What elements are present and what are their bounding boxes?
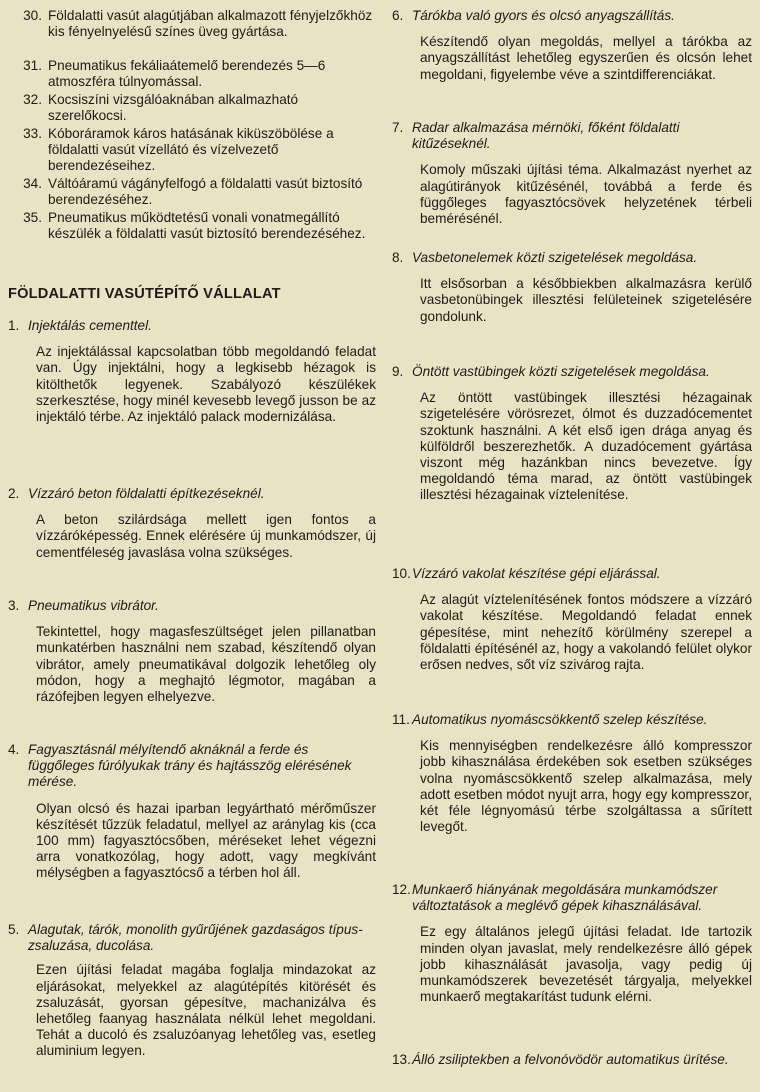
task-title: Injektálás cementtel. xyxy=(28,318,152,333)
task-number: 12. xyxy=(392,882,411,897)
task-number: 4. xyxy=(8,742,20,757)
task-12 xyxy=(392,882,752,1005)
task-title: Radar alkalmazása mérnöki, főként földalatti kitűzéseknél. xyxy=(412,120,680,152)
task-body: Az alagút víztelenítésének fontos módszere a vízzáró vakolat készítése. Megoldandó feladat ennek gépesítése, mint nehezítő körülmény szerepel a földalatti építésénél az, hogy a vakolandó felület olykor erősen nedves, sőt víz szivárog rajta. xyxy=(420,592,752,673)
task-body: Ezen újítási feladat magába foglalja mindazokat az eljárásokat, melyekkel az alagútépítés kitörését és zsaluzását, gyorsan gépesítve, machanizálva és lehetőleg faanyag használata nélkül lehet megoldani. Tehát a ducoló és zsaluzóanyag lehetőleg vas, esetleg aluminium legyen. xyxy=(36,962,376,1059)
item-number: 34. xyxy=(23,176,42,191)
item-text: Pneumatikus működtetésű vonali vonatmegállító készülék a földalatti vasút biztosító berendezéséhez. xyxy=(48,210,366,242)
task-number: 9. xyxy=(392,364,404,379)
list-item xyxy=(8,176,376,208)
item-text: Kóboráramok káros hatásának kiküszöbölése a földalatti vasút vízellátó és vízelvezető berendezéseihez. xyxy=(48,126,334,174)
task-number: 5. xyxy=(8,922,20,937)
task-10 xyxy=(392,566,752,673)
task-body: Olyan olcsó és hazai iparban legyártható mérőműszer készítését tűzzük feladatul, mellyel az aránylag kis (cca 100 mm) fagyasztócsőben, méréseket lehet végezni arra vonatkozólag, hogy adott, vagy megkívánt mélységben a fagyasztócső a térben hol áll. xyxy=(36,800,376,881)
task-number: 10. xyxy=(392,566,411,581)
task-body: Tekintettel, hogy magasfeszültséget jelen pillanatban munkatérben használni nem szabad, készítendő olyan vibrátor, amely pneumatikával dolgozik lehetőleg oly módon, hogy a meghajtó légmotor, magában a rázófejben legyen elhelyezve. xyxy=(36,624,376,705)
task-number: 3. xyxy=(8,598,20,613)
task-number: 2. xyxy=(8,486,20,501)
task-title: Álló zsiliptekben a felvonóvödör automatikus ürítése. xyxy=(412,1052,729,1067)
list-item xyxy=(8,210,376,242)
item-number: 32. xyxy=(23,92,42,107)
item-number: 30. xyxy=(23,8,42,23)
item-text: Pneumatikus fekáliaátemelő berendezés 5—6 atmoszféra túlnyomással. xyxy=(48,58,326,90)
task-title: Vasbetonelemek közti szigetelések megoldása. xyxy=(412,250,698,265)
list-item xyxy=(8,58,376,90)
task-title: Vízzáró beton földalatti építkezéseknél. xyxy=(28,486,265,501)
item-number: 35. xyxy=(23,210,42,225)
task-title: Vízzáró vakolat készítése gépi eljárással. xyxy=(412,566,661,581)
task-body: Itt elsősorban a későbbiekben alkalmazásra kerülő vasbetonübingek illesztési felületeinek szigetelésére gondolunk. xyxy=(420,276,752,324)
section-heading: FÖLDALATTI VASÚTÉPÍTŐ VÁLLALAT xyxy=(8,286,281,302)
task-title: Öntött vastübingek közti szigetelések megoldása. xyxy=(412,364,710,379)
task-body: Komoly műszaki újítási téma. Alkalmazást nyerhet az alagútirányok kitűzésénél, továbbá a ferde és függőleges fagyasztócsövek helyzetének térbeli bemérésénél. xyxy=(420,162,752,227)
item-number: 31. xyxy=(23,58,42,73)
task-body: A beton szilárdsága mellett igen fontos a vízzáróképesség. Ennek elérésére új munkamódszer, új cementféleség javaslása volna szükséges. xyxy=(36,512,376,560)
task-2 xyxy=(8,486,376,561)
task-number: 11. xyxy=(392,712,410,727)
task-title: Automatikus nyomáscsökkentő szelep készítése. xyxy=(412,712,708,727)
task-body: Készítendő olyan megoldás, mellyel a tárókba az anyagszállítást lehetőleg egyszerűen és olcsón lehet megoldani, figyelembe véve a szintdifferenciákat. xyxy=(420,34,752,82)
task-title: Fagyasztásnál mélyítendő aknáknál a ferde és függőleges fúrólyukak trány és hajtásszög elérésének mérése. xyxy=(28,742,352,790)
task-4 xyxy=(8,742,376,882)
task-5 xyxy=(8,922,376,1060)
task-7 xyxy=(392,120,752,227)
task-number: 8. xyxy=(392,250,404,265)
item-number: 33. xyxy=(23,126,42,141)
task-title: Alagutak, tárók, monolith gyűrűjének gazdaságos típus-zsaluzása, ducolása. xyxy=(28,922,363,954)
task-number: 6. xyxy=(392,8,404,23)
list-item xyxy=(8,92,376,124)
task-number: 1. xyxy=(8,318,20,333)
item-text: Váltóáramú vágányfelfogó a földalatti vasút biztosító berendezéséhez. xyxy=(48,176,363,208)
task-title: Munkaerő hiányának megoldására munkamódszer változtatások a meglévő gépek kihasználásával. xyxy=(412,882,718,914)
task-number: 7. xyxy=(392,120,404,135)
task-title: Tárókba való gyors és olcsó anyagszállítás. xyxy=(412,8,675,23)
task-9 xyxy=(392,364,752,504)
task-13 xyxy=(392,1052,752,1068)
list-item xyxy=(8,126,376,175)
task-3 xyxy=(8,598,376,705)
task-body: Kis mennyiségben rendelkezésre álló kompresszor jobb kihasználása érdekében sok esetben szükséges volna nyomáscsökkentő szelep alkalmazása, mely adott esetben módot nyujt arra, hogy egy kompresszor, két féle légnyomású térbe szolgáltassa a sűrített levegőt. xyxy=(420,738,752,835)
task-title: Pneumatikus vibrátor. xyxy=(28,598,159,613)
task-body: Ez egy általános jelegű újítási feladat. Ide tartozik minden olyan javaslat, mely rendelkezésre álló gépek jobb kihasználását javasolja, vagy pedig új munkamódszerek bevezetését tárgyalja, melyekkel munkaerő megtakarítást tudunk elérni. xyxy=(420,924,752,1005)
task-body: Az öntött vastübingek illesztési hézagainak szigetelésére vörösrezet, ólmot és duzzadócementet szoktunk használni. A két első igen drága anyag és külföldről beszerezhetők. A duzadócement gyártása viszont még hazánkban nincs bevezetve. Így megoldandó téma marad, az öntött vastübingek illesztési hézagainak víztelenítése. xyxy=(420,390,752,503)
item-text: Földalatti vasút alagútjában alkalmazott fényjelzőkhöz kis fényelnyelésű színes üveg gyártása. xyxy=(48,8,373,40)
item-text: Kocsiszíni vizsgálóaknában alkalmazható szerelőkocsi. xyxy=(48,92,299,124)
task-11 xyxy=(392,712,752,835)
task-body: Az injektálással kapcsolatban több megoldandó feladat van. Úgy injektálni, hogy a legkisebb hézagok is kitölthetők legyenek. Szabályozó készülékek szerkesztése, hogy minél kevesebb levegő jusson be az injektáló térbe. Az injektáló palack modernizálása. xyxy=(36,344,376,425)
task-8 xyxy=(392,250,752,325)
task-1 xyxy=(8,318,376,425)
list-item xyxy=(8,8,376,40)
task-6 xyxy=(392,8,752,83)
task-number: 13. xyxy=(392,1052,411,1067)
